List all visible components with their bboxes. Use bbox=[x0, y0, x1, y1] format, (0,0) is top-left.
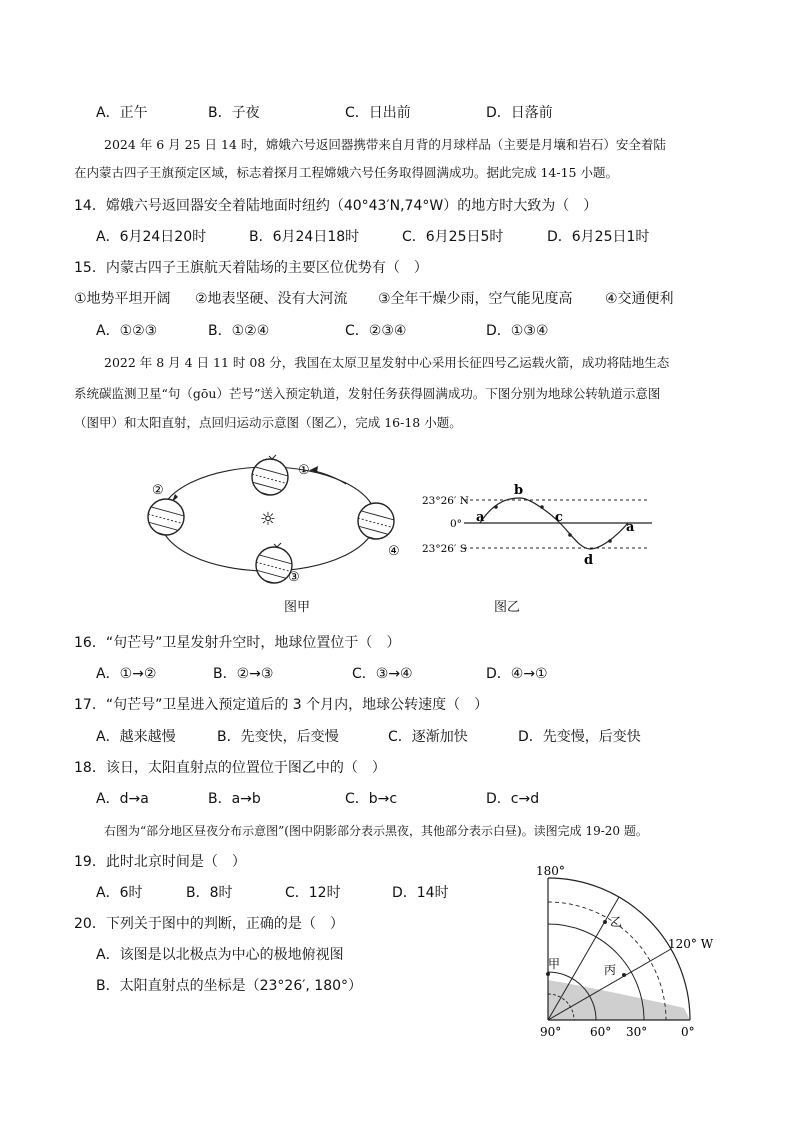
label-lat-30: 30° bbox=[626, 1025, 648, 1039]
q14-option-a: A．6月24日20时 bbox=[96, 229, 207, 245]
figure-orbit bbox=[138, 444, 408, 592]
q16-option-c: C．③→④ bbox=[352, 666, 413, 682]
q13-option-d: D．日落前 bbox=[486, 105, 553, 121]
q17-stem: 17．“句芒号”卫星进入预定道后的 3 个月内，地球公转速度（ ） bbox=[74, 697, 489, 713]
q17-option-a: A．越来越慢 bbox=[96, 729, 176, 745]
point-d: d bbox=[584, 553, 594, 568]
passage-2-line-2: 系统碳监测卫星“句（gōu）芒号”送入预定轨道，发射任务获得圆满成功。下图分别为地球公转轨道示意图 bbox=[74, 386, 661, 401]
label-bing: 丙 bbox=[604, 963, 617, 977]
q14-option-d: D．6月25日1时 bbox=[547, 229, 650, 245]
q19-option-a: A．6时 bbox=[96, 885, 143, 901]
q20-option-a: A．该图是以北极点为中心的极地俯视图 bbox=[96, 947, 344, 963]
q18-option-d: D．c→d bbox=[486, 791, 540, 807]
q13-option-b: B．子夜 bbox=[208, 105, 260, 121]
point-b: b bbox=[514, 483, 524, 498]
q14-option-c: C．6月25日5时 bbox=[402, 229, 504, 245]
q20-option-b: B．太阳直射点的坐标是（23°26′, 180°） bbox=[96, 978, 363, 994]
point-c: c bbox=[555, 510, 563, 525]
position-label-2: ② bbox=[152, 483, 164, 498]
label-lon-180: 180° bbox=[536, 864, 565, 878]
q18-option-c: C．b→c bbox=[345, 791, 398, 807]
q18-stem: 18．该日，太阳直射点的位置位于图乙中的（ ） bbox=[74, 760, 386, 776]
earth-position-4 bbox=[354, 503, 398, 545]
passage-3: 右图为“部分地区昼夜分布示意图”(图中阴影部分表示黑夜，其他部分表示白昼)。读图完成 19-20 题。 bbox=[104, 824, 648, 838]
label-equator: 0° bbox=[450, 518, 462, 530]
figure-day-night bbox=[526, 862, 732, 1040]
caption-figure-a: 图甲 bbox=[284, 600, 311, 615]
q19-option-c: C．12时 bbox=[285, 885, 341, 901]
position-label-3: ③ bbox=[288, 570, 300, 585]
q15-option-a: A．①②③ bbox=[96, 323, 158, 339]
label-lat-north: 23°26′ N bbox=[422, 495, 469, 507]
passage-1-line-1: 2024 年 6 月 25 日 14 时，嫦娥六号返回器携带来自月背的月球样品（主要是月壤和岩石）安全着陆 bbox=[104, 137, 666, 152]
q16-option-a: A．①→② bbox=[96, 666, 157, 682]
label-jia: 甲 bbox=[548, 957, 561, 971]
q14-option-b: B．6月24日18时 bbox=[249, 229, 360, 245]
q15-condition-3: ③全年干燥少雨，空气能见度高 bbox=[378, 291, 573, 307]
q20-stem: 20．下列关于图中的判断，正确的是（ ） bbox=[74, 916, 344, 932]
passage-2-line-1: 2022 年 8 月 4 日 11 时 08 分，我国在太原卫星发射中心采用长征四号乙运载火箭，成功将陆地生态 bbox=[104, 355, 670, 370]
q16-option-b: B．②→③ bbox=[213, 666, 274, 682]
label-yi: 乙 bbox=[610, 915, 623, 929]
label-lon-120w: 120° W bbox=[668, 937, 714, 951]
sun-symbol: ☼ bbox=[259, 509, 277, 530]
q16-option-d: D．④→① bbox=[486, 666, 548, 682]
position-label-4: ④ bbox=[388, 544, 400, 559]
position-label-1: ① bbox=[298, 463, 310, 478]
q13-option-a: A．正午 bbox=[96, 105, 148, 121]
label-lat-0: 0° bbox=[681, 1025, 695, 1039]
night-area bbox=[548, 980, 690, 1020]
q15-option-c: C．②③④ bbox=[345, 323, 407, 339]
q17-option-d: D．先变慢，后变快 bbox=[518, 729, 641, 745]
q17-option-c: C．逐渐加快 bbox=[388, 729, 468, 745]
q15-condition-1: ①地势平坦开阔 bbox=[74, 291, 171, 307]
q17-option-b: B．先变快，后变慢 bbox=[217, 729, 339, 745]
figure-sun-migration bbox=[420, 478, 652, 570]
q18-option-a: A．d→a bbox=[96, 791, 149, 807]
q16-stem: 16．“句芒号”卫星发射升空时，地球位置位于（ ） bbox=[74, 635, 401, 651]
q19-option-b: B．8时 bbox=[186, 885, 233, 901]
q18-option-b: B．a→b bbox=[208, 791, 261, 807]
q13-option-c: C．日出前 bbox=[345, 105, 411, 121]
label-lat-south: 23°26′ S bbox=[422, 543, 467, 555]
point-a-end: a bbox=[626, 520, 635, 535]
q14-stem: 14．嫦娥六号返回器安全着陆地面时纽约（40°43′N,74°W）的地方时大致为（ ） bbox=[74, 198, 598, 214]
q15-option-d: D．①③④ bbox=[486, 323, 549, 339]
label-lat-90: 90° bbox=[540, 1025, 562, 1039]
q15-option-b: B．①②④ bbox=[208, 323, 270, 339]
q19-stem: 19．此时北京时间是（ ） bbox=[74, 854, 246, 870]
caption-figure-b: 图乙 bbox=[494, 600, 521, 615]
passage-1-line-2: 在内蒙古四子王旗预定区域，标志着探月工程嫦娥六号任务取得圆满成功。据此完成 14-15 小题。 bbox=[74, 165, 618, 180]
earth-position-2 bbox=[144, 499, 188, 541]
q15-stem: 15．内蒙古四子王旗航天着陆场的主要区位优势有（ ） bbox=[74, 260, 428, 276]
passage-2-line-3: （图甲）和太阳直射，点回归运动示意图（图乙），完成 16-18 小题。 bbox=[74, 415, 462, 430]
earth-position-1 bbox=[248, 455, 292, 501]
label-lat-60: 60° bbox=[590, 1025, 612, 1039]
q15-condition-2: ②地表坚硬、没有大河流 bbox=[195, 291, 348, 307]
point-a-start: a bbox=[476, 510, 485, 525]
q15-condition-4: ④交通便利 bbox=[605, 291, 674, 307]
q19-option-d: D．14时 bbox=[392, 885, 449, 901]
